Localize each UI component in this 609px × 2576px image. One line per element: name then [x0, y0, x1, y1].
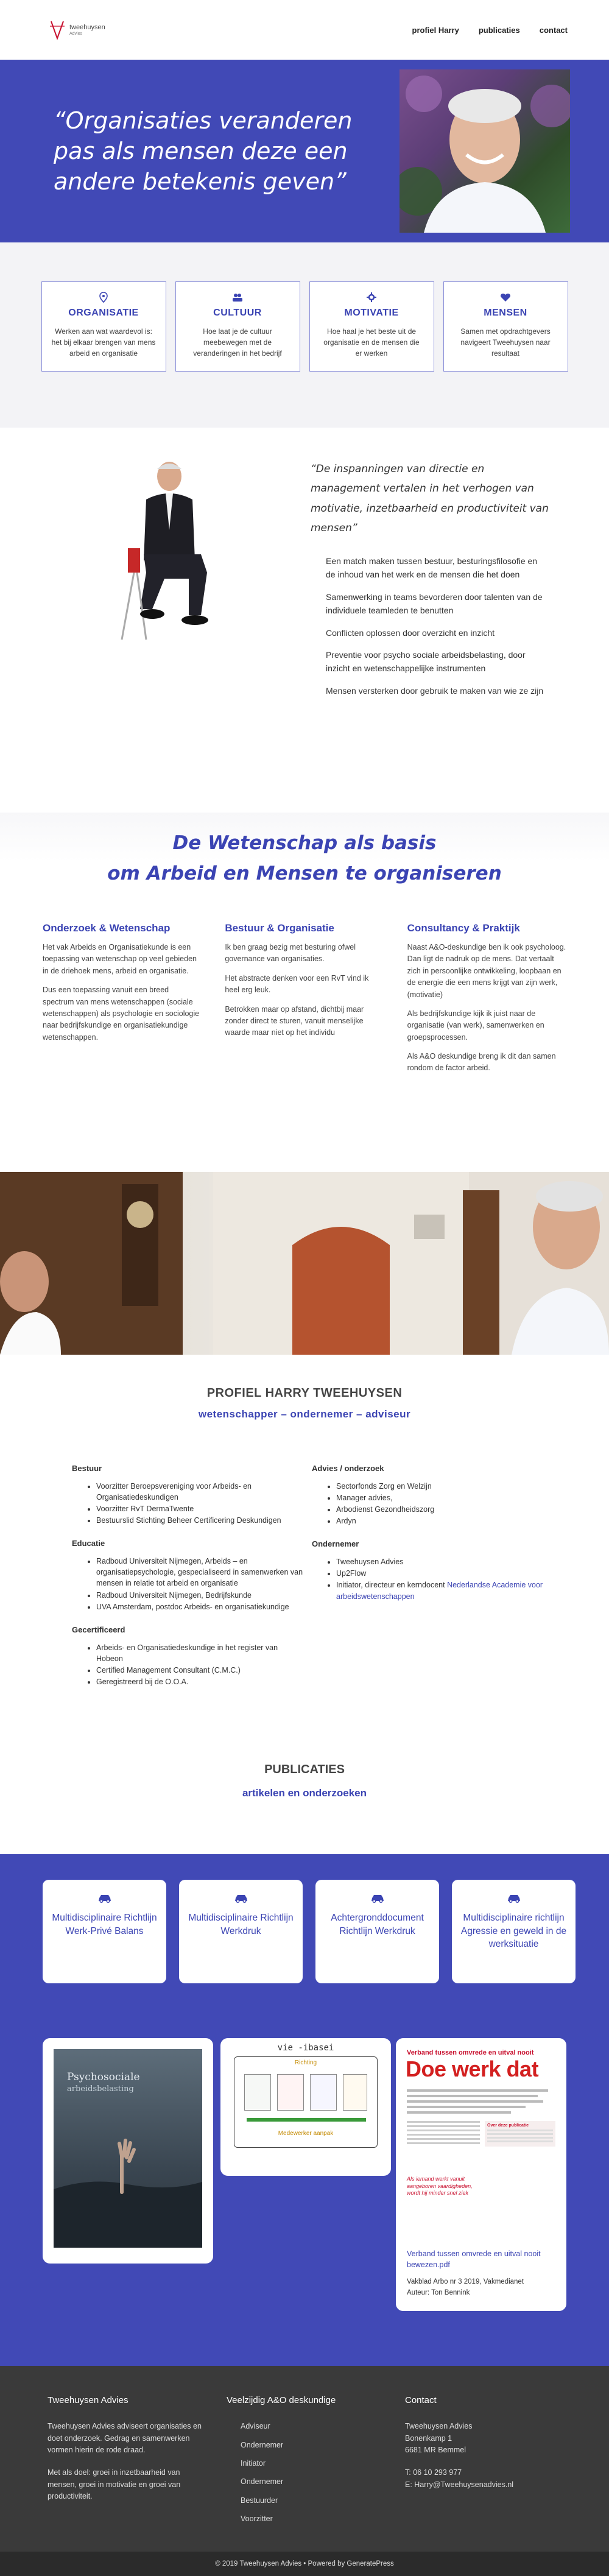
article-pullquote: Als iemand werkt vanuit aangeboren vaardigheden, wordt hij minder snel ziek	[407, 2176, 473, 2197]
book-title-line1: Psychosociale	[67, 2071, 140, 2083]
hero-quote: “Organisaties veranderen pas als mensen deze een andere betekenis geven”	[54, 107, 353, 196]
footer-title: Veelzijdig A&O deskundige	[227, 2395, 336, 2405]
intro-point: Een match maken tussen bestuur, besturingsfilosofie en de inhoud van het werk en de mensen die het doen	[326, 556, 538, 580]
article-sidebar-title: Over deze publicatie	[487, 2123, 529, 2128]
intro-section	[0, 428, 609, 813]
intro-quote: “De inspanningen van directie en management vertalen in het verhogen van motivatie, inzetbaarheid en productiviteit van mensen”	[311, 463, 549, 534]
figure-title: vie -ibasei	[277, 2043, 334, 2053]
profile-title: PROFIEL HARRY TWEEHUYSEN	[206, 1386, 403, 1400]
footer-contact	[405, 2393, 566, 2491]
publication-title: Multidisciplinaire Richtlijn Werkdruk	[188, 1913, 294, 1936]
column-text: Het vak Arbeids en Organisatiekunde is een toepassing van wetenschap op veel gebieden in de driehoek mens, arbeid en organisatie.	[43, 943, 197, 975]
column-text: Ik ben graag bezig met besturing ofwel governance van organisaties.	[225, 943, 356, 964]
profile-item: • Geregistreerd bij de O.O.A.	[96, 1676, 303, 1687]
science-title-line2: om Arbeid en Mensen te organiseren	[107, 862, 502, 884]
profile-section	[0, 1355, 609, 1726]
profile-item: • Tweehuysen Advies	[336, 1556, 543, 1567]
hero-section	[0, 60, 609, 242]
column-text: Dus een toepassing vanuit een breed spectrum van mens wetenschappen (sociale wetenschappen) als psychologie en sociologie naar bedrijfskundige en organisatiekundige wetenschappen.	[43, 986, 200, 1042]
gear-icon	[366, 292, 377, 303]
column-onderzoek	[43, 922, 202, 1082]
profile-item: • Bestuurslid Stichting Beheer Certificering Deskundigen	[96, 1515, 303, 1526]
location-pin-icon	[98, 292, 109, 303]
logo-mark-icon	[49, 19, 66, 41]
article-box[interactable]	[396, 2038, 566, 2311]
publications-section	[0, 1854, 609, 2366]
publication-card[interactable]	[452, 1880, 576, 1983]
figure-bottom-label: Medewerker aanpak	[278, 2130, 334, 2137]
nav-contact[interactable]: contact	[539, 25, 568, 35]
logo[interactable]	[49, 19, 105, 41]
card-mensen	[443, 281, 568, 372]
article-pdf-link[interactable]: Verband tussen omvrede en uitval nooit bewezen.pdf	[407, 2250, 541, 2269]
column-bestuur	[225, 922, 384, 1082]
footer-role: Ondernemer	[241, 2477, 284, 2486]
nav-publicaties[interactable]: publicaties	[478, 25, 520, 35]
article-big-title: Doe werk dat	[406, 2056, 539, 2081]
profile-item: • Certified Management Consultant (C.M.C.)	[96, 1665, 303, 1676]
article-headline: Verband tussen omvrede en uitval nooit	[407, 2049, 534, 2056]
publications-header	[0, 1726, 609, 1854]
car-icon	[507, 1893, 521, 1903]
card-title: ORGANISATIE	[68, 308, 139, 318]
article-meta-1: Vakblad Arbo nr 3 2019, Vakmedianet	[407, 2278, 524, 2285]
footer-title: Tweehuysen Advies	[48, 2395, 128, 2405]
footer-text: Tweehuysen Advies adviseert organisaties en doet onderzoek. Gedrag en samenwerken vormen hierin de rode draad.	[48, 2422, 202, 2454]
services-section	[0, 242, 609, 428]
column-consultancy	[407, 922, 566, 1082]
portrait-photo	[400, 69, 570, 233]
figure-frame	[234, 2056, 378, 2148]
book-box[interactable]	[43, 2038, 213, 2264]
column-text: Als A&O deskundige breng ik dit dan samen rondom de factor arbeid.	[407, 1052, 556, 1073]
users-icon	[232, 292, 243, 303]
column-text: Het abstracte denken voor een RvT vind ik heel erg leuk.	[225, 973, 369, 995]
publications-title: PUBLICATIES	[264, 1763, 345, 1776]
book-title-line2: arbeidsbelasting	[67, 2084, 134, 2094]
card-title: MOTIVATIE	[344, 308, 399, 318]
main-nav	[412, 26, 568, 35]
profile-item: • Ardyn	[336, 1516, 543, 1526]
contact-email[interactable]: E: Harry@Tweehuysenadvies.nl	[405, 2480, 514, 2489]
science-title	[0, 828, 609, 889]
intro-point: Conflicten oplossen door overzicht en inzicht	[326, 627, 495, 638]
car-icon	[370, 1893, 385, 1903]
publication-card[interactable]	[315, 1880, 439, 1983]
seated-man-photo	[110, 457, 219, 646]
card-motivatie	[309, 281, 434, 372]
footer-role: Adviseur	[241, 2422, 270, 2431]
card-text: Werken aan wat waardevol is: het bij elkaar brengen van mens arbeid en organisatie	[51, 327, 156, 358]
profile-item: • Manager advies,	[336, 1492, 543, 1503]
figure-top-label: Richting	[294, 2059, 317, 2066]
profile-item: • Radboud Universiteit Nijmegen, Arbeids – en organisatiepsychologie, gespecialiseerd in samenwerken van mensen in relatie tot arbeid en organisatie	[96, 1556, 303, 1589]
card-cultuur	[175, 281, 300, 372]
profile-item: • Voorzitter RvT DermaTwente	[96, 1503, 303, 1514]
column-text: Als bedrijfskundige kijk ik juist naar de organisatie (van werk), samenwerken en groepsprocessen.	[407, 1009, 544, 1042]
site-header	[0, 0, 609, 60]
footer-role: Initiator	[241, 2459, 266, 2468]
profile-item: • UVA Amsterdam, postdoc Arbeids- en organisatiekundige	[96, 1601, 303, 1612]
publications-subtitle: artikelen en onderzoeken	[242, 1787, 367, 1799]
card-text: Samen met opdrachtgevers navigeert Tweehuysen naar resultaat	[460, 327, 551, 358]
profile-right-column	[312, 1463, 543, 1614]
footer-roles	[227, 2393, 388, 2532]
footer-role: Voorzitter	[241, 2514, 273, 2524]
profile-item: • Arbodienst Gezondheidszorg	[336, 1504, 543, 1515]
publication-title: Achtergronddocument Richtlijn Werkdruk	[331, 1913, 424, 1936]
profile-subtitle: wetenschapper – ondernemer – adviseur	[198, 1408, 411, 1420]
publication-card[interactable]	[43, 1880, 166, 1983]
footer-role: Bestuurder	[241, 2496, 278, 2505]
card-title: MENSEN	[484, 308, 527, 318]
logo-name: tweehuysen	[69, 24, 105, 32]
initiator-text: Initiator, directeur en kerndocent	[336, 1581, 448, 1590]
car-icon	[234, 1893, 248, 1903]
academy-link[interactable]: Nederlandse Academie voor arbeidswetenschappen	[336, 1581, 543, 1601]
drowning-hand-image	[54, 2049, 202, 2248]
column-title: Bestuur & Organisatie	[225, 922, 334, 934]
meeting-photo	[0, 1172, 609, 1355]
column-text: Betrokken maar op afstand, dichtbij maar zonder direct te sturen, vanuit menselijke waarde maar niet op het individu	[225, 1004, 364, 1037]
figure-box[interactable]	[220, 2038, 391, 2176]
card-text: Hoe haal je het beste uit de organisatie en de mensen die er werken	[323, 327, 420, 358]
column-text: Naast A&O-deskundige ben ik ook psycholoog. Dan ligt de nadruk op de mens. Dat vertaalt zich in persoonlijke ontwikkeling, loopbaan en de energie die een mens krijgt van zijn werk, (motivatie)	[407, 943, 566, 999]
copyright-bar: © 2019 Tweehuysen Advies • Powered by GeneratePress	[0, 2552, 609, 2576]
card-organisatie	[41, 281, 166, 372]
profile-item: • Up2Flow	[336, 1568, 543, 1579]
column-title: Consultancy & Praktijk	[407, 922, 520, 934]
logo-sub: Advies	[69, 31, 83, 36]
intro-points	[326, 554, 545, 706]
contact-name: Tweehuysen Advies	[405, 2422, 473, 2431]
profile-item: • Arbeids- en Organisatiedeskundige in het register van Hobeon	[96, 1642, 303, 1664]
intro-point: Preventie voor psycho sociale arbeidsbelasting, door inzicht en wetenschappelijke instrumenten	[326, 649, 526, 674]
profile-heading: Bestuur	[72, 1464, 102, 1473]
profile-item: • Voorzitter Beroepsvereniging voor Arbeids- en Organisatiedeskundigen	[96, 1481, 303, 1503]
column-title: Onderzoek & Wetenschap	[43, 922, 171, 934]
book-cover	[54, 2049, 202, 2248]
footer-title: Contact	[405, 2395, 437, 2405]
contact-city: 6681 MR Bemmel	[405, 2446, 466, 2454]
science-title-line1: De Wetenschap als basis	[172, 832, 437, 854]
publication-title: Multidisciplinaire richtlijn Agressie en geweld in de werksituatie	[460, 1913, 567, 1950]
contact-phone[interactable]: T: 06 10 293 977	[405, 2468, 462, 2477]
car-icon	[97, 1893, 112, 1903]
card-title: CULTUUR	[213, 308, 262, 318]
profile-left-column	[72, 1463, 303, 1699]
contact-street: Bonenkamp 1	[405, 2433, 452, 2443]
science-section	[0, 813, 609, 1172]
intro-point: Mensen versterken door gebruik te maken van wie ze zijn	[326, 685, 544, 696]
profile-heading: Gecertificeerd	[72, 1625, 125, 1634]
publication-title: Multidisciplinaire Richtlijn Werk-Privé Balans	[52, 1913, 157, 1936]
nav-profiel-harry[interactable]: profiel Harry	[412, 25, 459, 35]
site-footer	[0, 2366, 609, 2576]
profile-heading: Ondernemer	[312, 1539, 359, 1549]
profile-item: • Radboud Universiteit Nijmegen, Bedrijfskunde	[96, 1590, 303, 1601]
footer-text: Met als doel: groei in inzetbaarheid van mensen, groei in motivatie en groei van productiviteit.	[48, 2468, 181, 2501]
publication-card[interactable]	[179, 1880, 303, 1983]
footer-about	[48, 2393, 209, 2514]
intro-point: Samenwerking in teams bevorderen door talenten van de individuele teamleden te benutten	[326, 591, 543, 616]
profile-heading: Educatie	[72, 1539, 105, 1548]
heart-icon	[500, 292, 511, 303]
card-text: Hoe laat je de cultuur meebewegen met de veranderingen in het bedrijf	[193, 327, 282, 358]
profile-heading: Advies / onderzoek	[312, 1464, 384, 1473]
profile-item	[336, 1579, 543, 1601]
article-meta-2: Auteur: Ton Bennink	[407, 2289, 470, 2296]
footer-role: Ondernemer	[241, 2440, 284, 2449]
profile-item: • Sectorfonds Zorg en Welzijn	[336, 1481, 543, 1492]
